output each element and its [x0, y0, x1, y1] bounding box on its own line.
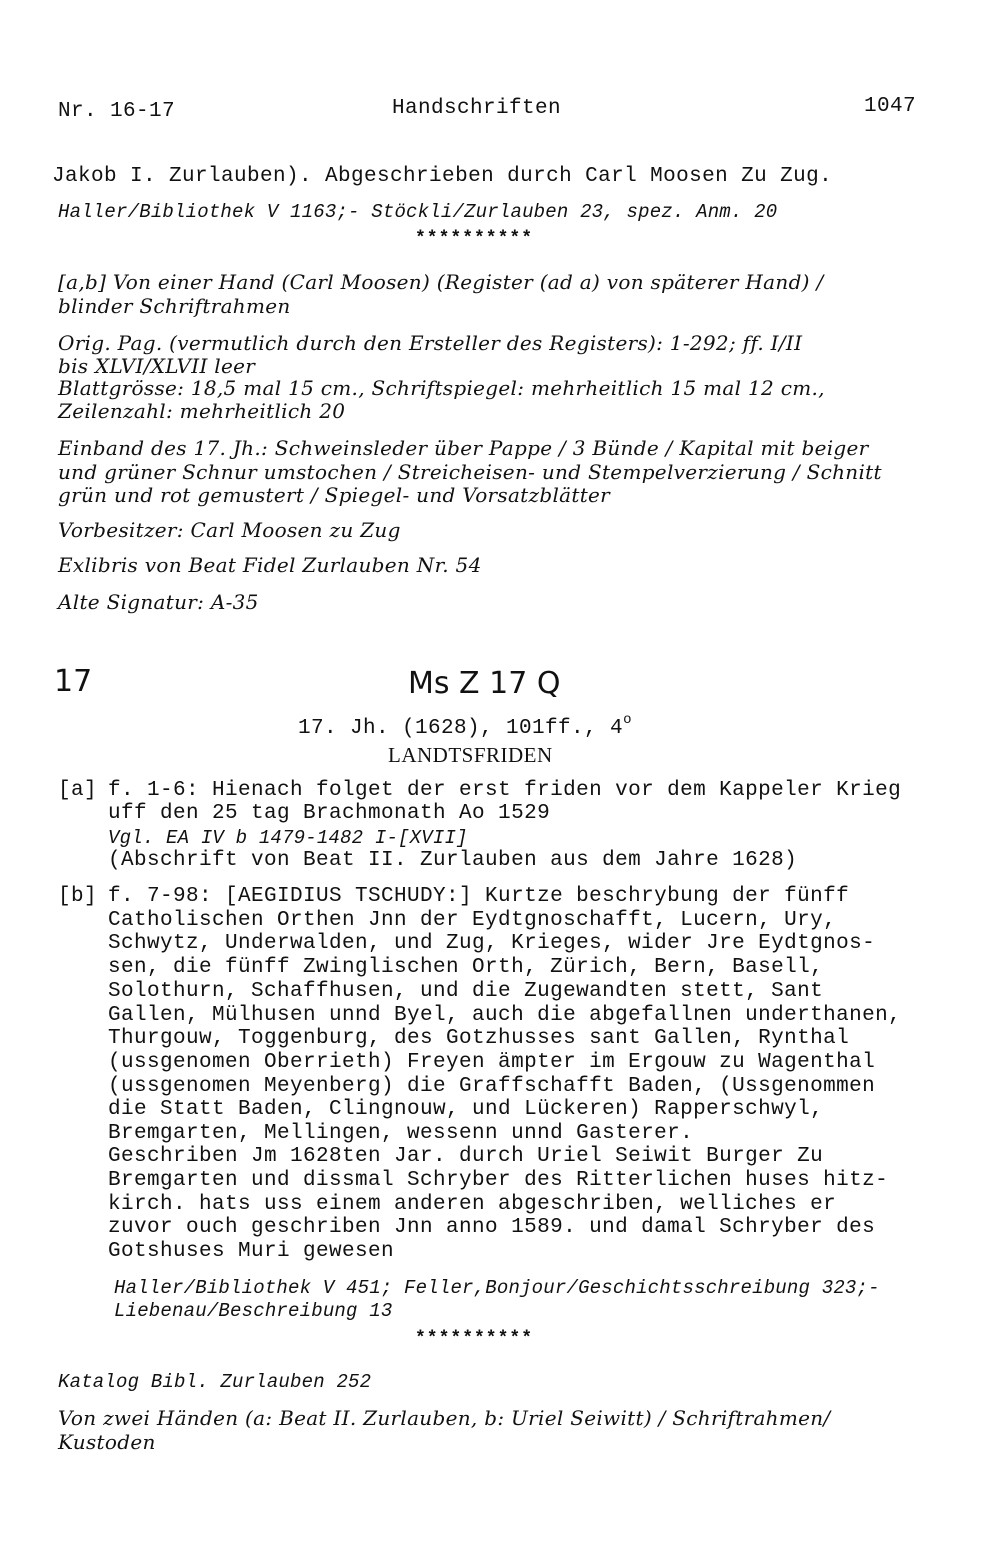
- item-text: f. 7-98: [AEGIDIUS TSCHUDY:] Kurtze beschrybung der fünff: [108, 885, 850, 908]
- description-line: Zeilenzahl: mehrheitlich 20: [58, 399, 346, 423]
- item-text: Thurgouw, Toggenburg, des Gotzhusses sant Gallen, Rynthal: [108, 1027, 850, 1050]
- description-line: bis XLVI/XLVII leer: [58, 354, 256, 378]
- item-text: Bremgarten, Mellingen, wessenn unnd Gasterer.: [108, 1122, 694, 1145]
- entry-title: LANDTSFRIDEN: [388, 743, 553, 767]
- section-separator: **********: [415, 229, 534, 249]
- running-head-left: Nr. 16-17: [58, 100, 176, 123]
- item-label: [b]: [58, 885, 98, 908]
- bibliography-ref: Liebenau/Beschreibung 13: [114, 1300, 393, 1322]
- item-text: uff den 25 tag Brachmonath Ao 1529: [108, 802, 551, 825]
- previous-owner: Vorbesitzer: Carl Moosen zu Zug: [58, 518, 401, 542]
- old-signature: Alte Signatur: A-35: [58, 590, 259, 614]
- item-text: Schwytz, Underwalden, und Zug, Krieges, wider Jre Eydtgnos-: [108, 932, 876, 955]
- bibliography-ref: Haller/Bibliothek V 1163;- Stöckli/Zurlauben 23, spez. Anm. 20: [58, 201, 778, 223]
- item-text: (ussgenomen Oberrieth) Freyen ämpter im Ergouw zu Wagenthal: [108, 1051, 876, 1074]
- bibliography-ref: Haller/Bibliothek V 451; Feller,Bonjour/Geschichtsschreibung 323;-: [114, 1277, 880, 1299]
- item-text: Gallen, Mülhusen unnd Byel, auch die abgefallnen underthanen,: [108, 1004, 902, 1027]
- binding-description: und grüner Schnur umstochen / Streicheisen- und Stempelverzierung / Schnitt: [58, 460, 882, 484]
- description-line: [a,b] Von einer Hand (Carl Moosen) (Register (ad a) von späterer Hand) /: [58, 270, 824, 294]
- catalog-ref: Katalog Bibl. Zurlauben 252: [58, 1371, 372, 1393]
- binding-description: Einband des 17. Jh.: Schweinsleder über Pappe / 3 Bünde / Kapital mit beiger: [58, 436, 869, 460]
- hands-description: Von zwei Händen (a: Beat II. Zurlauben, b: Uriel Seiwitt) / Schriftrahmen/: [58, 1406, 831, 1430]
- hands-description: Kustoden: [58, 1430, 156, 1454]
- item-text: die Statt Baden, Clingnouw, und Lückeren) Rapperschwyl,: [108, 1098, 824, 1121]
- exlibris: Exlibris von Beat Fidel Zurlauben Nr. 54: [58, 553, 482, 577]
- date-line: 17. Jh. (1628), 101ff., 4$^o$: [298, 712, 632, 740]
- item-text: zuvor ouch geschriben Jnn anno 1589. und damal Schryber des: [108, 1216, 876, 1239]
- description-line: Blattgrösse: 18,5 mal 15 cm., Schriftspiegel: mehrheitlich 15 mal 12 cm.,: [58, 376, 825, 400]
- section-separator: **********: [415, 1329, 534, 1349]
- item-label: [a]: [58, 779, 98, 802]
- entry-number: 17: [54, 664, 93, 699]
- binding-description: grün und rot gemustert / Spiegel- und Vorsatzblätter: [58, 483, 611, 507]
- description-line: blinder Schriftrahmen: [58, 294, 291, 318]
- running-head-title: Handschriften: [392, 97, 562, 120]
- item-text: Gotshuses Muri gewesen: [108, 1240, 395, 1263]
- item-text: f. 1-6: Hienach folget der erst friden vor dem Kappeler Krieg: [108, 779, 902, 802]
- format-superscript: o: [623, 712, 632, 728]
- item-text: Bremgarten und dissmal Schryber des Ritterlichen huses hitz-: [108, 1169, 889, 1192]
- item-text: kirch. hats uss einem anderen abgeschriben, welliches er: [108, 1193, 837, 1216]
- item-text: Catholischen Orthen Jnn der Eydtgnoschafft, Lucern, Ury,: [108, 909, 837, 932]
- item-text: sen, die fünff Zwinglischen Orth, Zürich, Bern, Basell,: [108, 956, 824, 979]
- item-text: Geschriben Jm 1628ten Jar. durch Uriel Seiwit Burger Zu: [108, 1145, 824, 1168]
- item-text: (ussgenomen Meyenberg) die Graffschafft Baden, (Ussgenommen: [108, 1075, 876, 1098]
- item-note: (Abschrift von Beat II. Zurlauben aus dem Jahre 1628): [108, 849, 798, 872]
- description-line: Orig. Pag. (vermutlich durch den Ersteller des Registers): 1-292; ff. I/II: [58, 331, 803, 355]
- item-reference: Vgl. EA IV b 1479-1482 I-[XVII]: [108, 827, 468, 849]
- page-number: 1047: [864, 95, 917, 118]
- shelfmark: Ms Z 17 Q: [408, 666, 561, 701]
- item-text: Solothurn, Schaffhusen, und die Zugewandten stett, Sant: [108, 980, 824, 1003]
- continuation-line: Jakob I. Zurlauben). Abgeschrieben durch Carl Moosen Zu Zug.: [52, 165, 833, 188]
